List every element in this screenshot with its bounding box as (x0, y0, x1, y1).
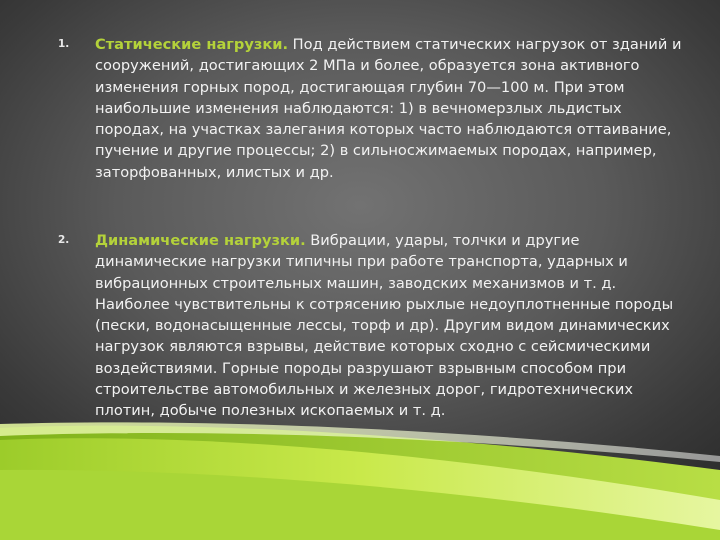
term-static-loads: Статические нагрузки. (95, 36, 289, 53)
green-stripe-main (0, 438, 720, 540)
green-stripe-back (0, 426, 720, 540)
green-stripe-front (0, 470, 720, 540)
paragraph (95, 34, 685, 183)
list-number: 2. (58, 234, 70, 246)
green-stripe-highlight (0, 422, 720, 462)
paragraph (95, 230, 685, 422)
list-number: 1. (58, 38, 70, 50)
paragraph-text: Под действием статических нагрузок от зданий и сооружений, достигающих 2 МПа и более, образуется зона активного изменения горных пород, достигающая глубин 70—100 м. При этом наибольшие изменения наблюдаются: 1) в вечномерзлых льдистых породах, на участках залегания которых часто наблюдаются оттаивание, пучение и другие процессы; 2) в сильносжимаемых породах, например, заторфованных, илистых и др. (95, 36, 682, 181)
paragraph-text: Вибрации, удары, толчки и другие динамические нагрузки типичны при работе транспорта, ударных и вибрационных строительных машин, заводских механизмов и т. д. Наиболее чувствительны к сотрясению рыхлые недоуплотненные породы (пески, водонасыщенные лессы, торф и др). Другим видом динамических нагрузок являются взрывы, действие которых сходно с сейсмическими воздействиями. Горные породы разрушают взрывным способом при строительстве автомобильных и железных дорог, гидротехнических плотин, добыче полезных ископаемых и т. д. (95, 232, 674, 420)
term-dynamic-loads: Динамические нагрузки. (95, 232, 306, 249)
